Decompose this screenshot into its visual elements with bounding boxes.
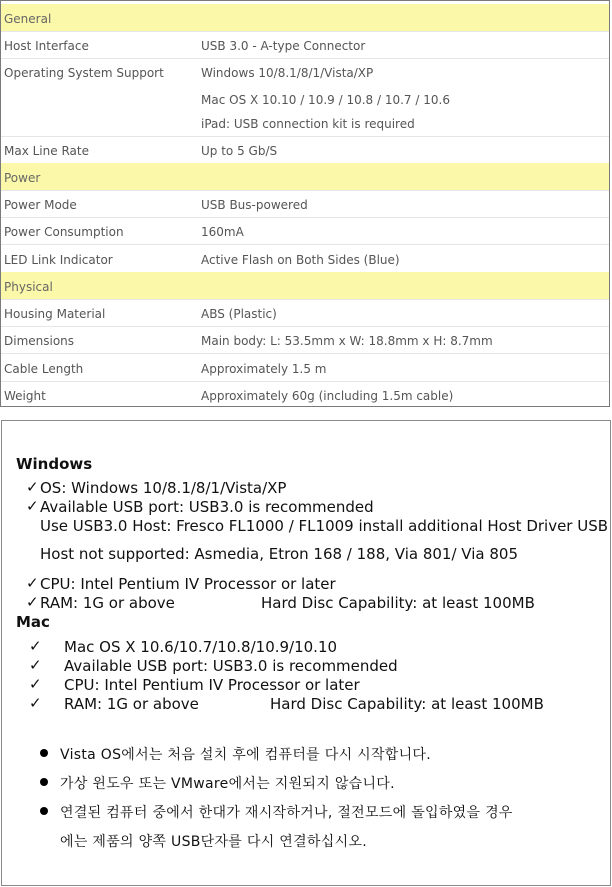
- spec-table: [0, 0, 610, 407]
- spec-row-dimensions: [1, 326, 609, 354]
- mac-heading: Mac: [16, 613, 50, 631]
- spec-row-weight: [1, 381, 609, 408]
- windows-host-not-supported: Host not supported: Asmedia, Etron 168 / 188, Via 801/ Via 805: [40, 545, 518, 563]
- check-icon: ✓: [26, 497, 39, 515]
- spec-value: Windows 10/8.1/8/1/Vista/XP: [201, 66, 374, 80]
- section-header-general: [1, 4, 609, 32]
- spec-label: Weight: [4, 389, 46, 403]
- spec-label: Dimensions: [4, 334, 75, 348]
- check-icon: ✓: [29, 637, 42, 655]
- section-title: Power: [4, 171, 41, 185]
- bullet-icon: [40, 749, 48, 757]
- section-header-physical: [1, 272, 609, 300]
- spec-row-os-support: [1, 58, 609, 85]
- spec-value: USB 3.0 - A-type Connector: [201, 39, 366, 53]
- spec-label: Operating System Support: [4, 66, 164, 80]
- section-title: Physical: [4, 280, 53, 294]
- spec-row-led-link: [1, 245, 609, 273]
- spec-row-os-support-mac: [1, 85, 609, 112]
- spec-value: iPad: USB connection kit is required: [201, 117, 415, 131]
- spec-row-cable-length: [1, 354, 609, 382]
- spec-value: Approximately 60g (including 1.5m cable): [201, 389, 454, 403]
- check-icon: ✓: [26, 574, 39, 592]
- spec-row-host-interface: [1, 31, 609, 59]
- check-icon: ✓: [29, 694, 42, 712]
- spec-row-max-line-rate: [1, 136, 609, 164]
- windows-cpu: CPU: Intel Pentium IV Processor or later: [40, 575, 336, 593]
- spec-label: Max Line Rate: [4, 144, 89, 158]
- check-icon: ✓: [29, 656, 42, 674]
- note-reconnect-line2: 에는 제품의 양쪽 USB단자를 다시 연결하십시오.: [60, 834, 367, 850]
- spec-row-os-support-ipad: [1, 109, 609, 137]
- spec-value: Up to 5 Gb/S: [201, 144, 278, 158]
- mac-hdd: Hard Disc Capability: at least 100MB: [270, 695, 544, 713]
- spec-row-power-mode: [1, 190, 609, 218]
- spec-label: Power Consumption: [4, 225, 124, 239]
- check-icon: ✓: [26, 478, 39, 496]
- system-requirements-box: [1, 420, 611, 886]
- check-icon: ✓: [29, 675, 42, 693]
- windows-usb-note: Use USB3.0 Host: Fresco FL1000 / FL1009 install additional Host Driver USB: [40, 517, 609, 535]
- spec-value: Mac OS X 10.10 / 10.9 / 10.8 / 10.7 / 10.6: [201, 93, 450, 107]
- windows-ram: RAM: 1G or above: [40, 594, 175, 612]
- note-reconnect-line1: 연결된 컴퓨터 중에서 한대가 재시작하거나, 절전모드에 돌입하였을 경우: [60, 805, 513, 821]
- check-icon: ✓: [26, 593, 39, 611]
- spec-row-housing: [1, 299, 609, 327]
- windows-usb-port: Available USB port: USB3.0 is recommended: [40, 498, 374, 516]
- windows-heading: Windows: [16, 455, 93, 473]
- section-title: General: [4, 12, 52, 26]
- spec-value: Main body: L: 53.5mm x W: 18.8mm x H: 8.7mm: [201, 334, 493, 348]
- windows-hdd: Hard Disc Capability: at least 100MB: [261, 594, 535, 612]
- spec-value: Approximately 1.5 m: [201, 362, 327, 376]
- spec-value: ABS (Plastic): [201, 307, 277, 321]
- spec-value: Active Flash on Both Sides (Blue): [201, 253, 400, 267]
- mac-ram: RAM: 1G or above: [64, 695, 199, 713]
- note-vmware: 가상 윈도우 또는 VMware에서는 지원되지 않습니다.: [60, 776, 395, 792]
- spec-row-power-consumption: [1, 217, 609, 245]
- note-restart: Vista OS에서는 처음 설치 후에 컴퓨터를 다시 시작합니다.: [60, 747, 432, 763]
- spec-value: USB Bus-powered: [201, 198, 308, 212]
- section-header-power: [1, 163, 609, 191]
- spec-value: 160mA: [201, 225, 244, 239]
- windows-os: OS: Windows 10/8.1/8/1/Vista/XP: [40, 479, 287, 497]
- spec-label: LED Link Indicator: [4, 253, 113, 267]
- mac-usb-port: Available USB port: USB3.0 is recommended: [64, 657, 398, 675]
- spec-label: Power Mode: [4, 198, 77, 212]
- bullet-icon: [40, 778, 48, 786]
- spec-label: Cable Length: [4, 362, 84, 376]
- spec-label: Host Interface: [4, 39, 89, 53]
- bullet-icon: [40, 807, 48, 815]
- spec-label: Housing Material: [4, 307, 106, 321]
- mac-os: Mac OS X 10.6/10.7/10.8/10.9/10.10: [64, 638, 338, 656]
- mac-cpu: CPU: Intel Pentium IV Processor or later: [64, 676, 360, 694]
